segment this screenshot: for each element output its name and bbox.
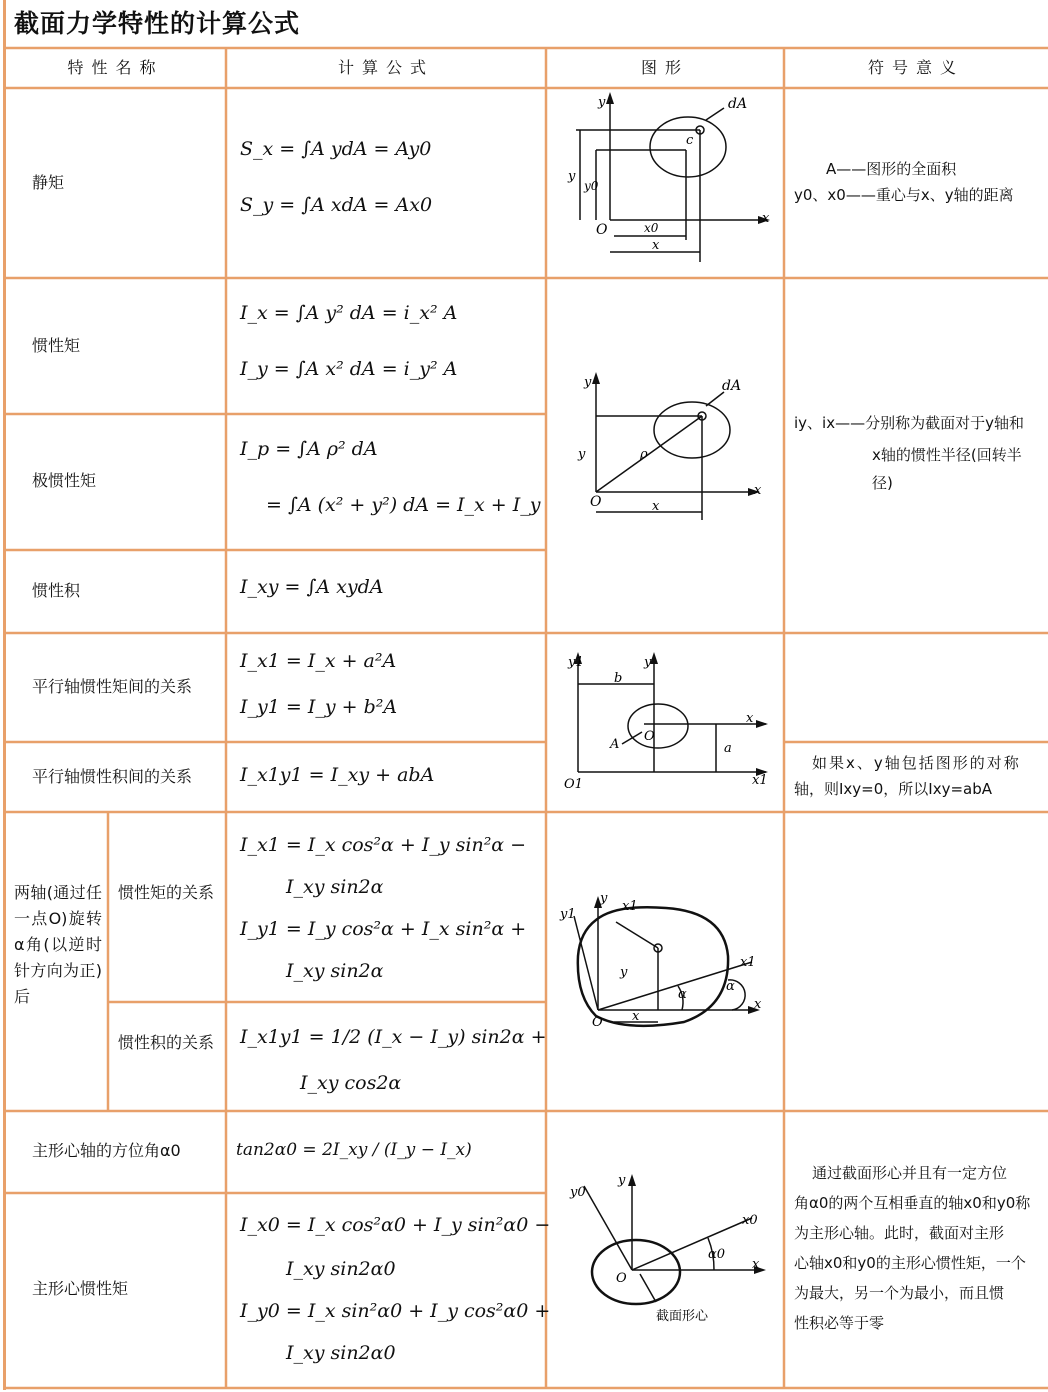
header-name: 特性名称 (67, 58, 164, 77)
meaning-symmetry-2: 轴，则Ixy=0，所以Ixy=abA (794, 780, 993, 798)
fig5-label-centroid: 截面形心 (656, 1309, 709, 1324)
fig2-label-y: y (578, 447, 586, 462)
fig1-label-dA: dA (728, 96, 748, 112)
name-rotation-inertia: 惯性矩的关系 (118, 883, 215, 902)
figure-inertia (556, 372, 776, 532)
fig1-label-y-axis: y (598, 95, 606, 110)
formula-principal-angle: tan2α0 = 2I_xy / (I_y − I_x) (236, 1140, 472, 1160)
figure-static-moment (556, 92, 776, 272)
meaning-principal-4: 心轴x0和y0的主形心惯性矩，一个 (794, 1254, 1026, 1272)
fig3-label-b: b (614, 671, 623, 686)
formula-parallel-x1: I_x1 = I_x + a²A (240, 650, 397, 672)
formula-principal-3: I_y0 = I_x sin²α0 + I_y cos²α0 + (240, 1300, 551, 1322)
figure-parallel (556, 650, 776, 800)
meaning-principal-3: 为主形心轴。此时，截面对主形 (794, 1224, 1005, 1242)
fig5-label-O: O (616, 1271, 627, 1286)
fig5-label-x: x (752, 1257, 760, 1272)
fig4-label-alpha-2: α (726, 979, 735, 994)
fig3-label-A: A (610, 737, 620, 752)
formula-principal-4: I_xy sin2α0 (286, 1342, 396, 1364)
page-title: 截面力学特性的计算公式 (14, 9, 301, 38)
figure-principal (556, 1162, 776, 1332)
fig4-label-O: O (592, 1015, 603, 1030)
fig2-label-x-axis: x (754, 483, 762, 498)
formula-rot-1: I_x1 = I_x cos²α + I_y sin²α − (240, 834, 527, 856)
formula-rot-5: I_x1y1 = 1/2 (I_x − I_y) sin2α + (240, 1026, 547, 1048)
formula-principal-2: I_xy sin2α0 (286, 1258, 396, 1280)
fig5-label-x0: x0 (742, 1213, 758, 1228)
fig2-label-O: O (590, 494, 602, 510)
fig1-label-x-axis: x (762, 211, 770, 226)
name-parallel-inertia: 平行轴惯性矩间的关系 (32, 677, 193, 696)
figure-rotation (556, 886, 776, 1036)
name-product-of-inertia: 惯性积 (32, 581, 81, 600)
formula-static-x: S_x = ∫A ydA = Ay0 (240, 138, 432, 160)
fig2-label-rho: ρ (640, 447, 648, 462)
fig5-label-y0: y0 (570, 1185, 586, 1200)
fig4-label-x1: x1 (740, 955, 756, 970)
meaning-area: A——图形的全面积 (826, 160, 957, 178)
fig4-label-alpha: α (678, 987, 687, 1002)
formula-inertia-x: I_x = ∫A y² dA = i_x² A (240, 302, 458, 324)
formula-polar-2: = ∫A (x² + y²) dA = I_x + I_y (266, 494, 541, 516)
name-rotation: 两轴(通过任一点O)旋转α角(以逆时针方向为正)后 (14, 883, 102, 1006)
formula-parallel-product: I_x1y1 = I_xy + abA (240, 764, 435, 786)
name-principal-angle: 主形心轴的方位角α0 (32, 1141, 181, 1160)
meaning-principal-2: 角α0的两个互相垂直的轴x0和y0称 (794, 1194, 1031, 1212)
formula-inertia-y: I_y = ∫A x² dA = i_y² A (240, 358, 458, 380)
fig5-label-alpha0: α0 (708, 1247, 726, 1262)
fig4-label-x: x (754, 997, 762, 1012)
formula-static-y: S_y = ∫A xdA = Ax0 (240, 194, 433, 216)
formula-polar-1: I_p = ∫A ρ² dA (240, 438, 378, 460)
fig2-label-y-axis: y (584, 375, 592, 390)
meaning-distance: y0、x0——重心与x、y轴的距离 (794, 186, 1014, 204)
fig3-label-x1: x1 (752, 773, 768, 788)
formula-rot-4: I_xy sin2α (286, 960, 384, 982)
formula-rot-6: I_xy cos2α (300, 1072, 402, 1094)
fig3-label-O1: O1 (564, 777, 583, 792)
name-polar-moment: 极惯性矩 (32, 471, 97, 490)
fig3-label-y1: y1 (568, 655, 584, 670)
fig3-label-x: x (746, 711, 754, 726)
name-parallel-product: 平行轴惯性积间的关系 (32, 767, 193, 786)
fig3-label-y: y (644, 655, 652, 670)
fig3-label-O: O (644, 729, 655, 744)
fig5-label-y: y (618, 1173, 626, 1188)
name-static-moment: 静矩 (32, 173, 65, 192)
header-figure: 图形 (640, 58, 689, 77)
meaning-radius-3: 径) (872, 474, 893, 492)
fig1-label-c: c (686, 133, 694, 148)
formula-rot-3: I_y1 = I_y cos²α + I_x sin²α + (240, 918, 527, 940)
meaning-radius-1: iy、ix——分别称为截面对于y轴和 (794, 414, 1024, 432)
fig4-label-x1-top: x1 (622, 899, 638, 914)
meaning-principal-1: 通过截面形心并且有一定方位 (812, 1164, 1008, 1182)
meaning-principal-6: 性积必等于零 (794, 1314, 885, 1332)
name-principal-moment: 主形心惯性矩 (32, 1279, 129, 1298)
formula-rot-2: I_xy sin2α (286, 876, 384, 898)
fig1-label-y0: y0 (584, 179, 599, 193)
fig1-label-x: x (652, 238, 660, 253)
fig1-label-O: O (596, 222, 608, 238)
header-formula: 计算公式 (337, 58, 434, 77)
fig1-label-x0: x0 (644, 221, 659, 235)
fig1-label-y: y (568, 169, 576, 184)
formula-principal-1: I_x0 = I_x cos²α0 + I_y sin²α0 − (240, 1214, 551, 1236)
formula-parallel-y1: I_y1 = I_y + b²A (240, 696, 398, 718)
fig4-label-y1: y1 (560, 907, 576, 922)
fig4-label-y: y (600, 891, 608, 906)
fig4-label-x-dim: x (632, 1009, 640, 1024)
name-rotation-product: 惯性积的关系 (118, 1033, 215, 1052)
fig3-label-a: a (724, 741, 732, 756)
header-meaning: 符号意义 (867, 58, 964, 77)
fig2-label-dA: dA (722, 378, 742, 394)
name-moment-of-inertia: 惯性矩 (32, 336, 81, 355)
fig2-label-x: x (652, 499, 660, 514)
meaning-principal-5: 为最大，另一个为最小，而且惯 (794, 1284, 1005, 1302)
fig4-label-y-dim: y (620, 965, 628, 980)
meaning-symmetry-1: 如果x、y轴包括图形的对称 (812, 754, 1021, 772)
formula-product: I_xy = ∫A xydA (240, 576, 384, 598)
meaning-radius-2: x轴的惯性半径(回转半 (872, 446, 1022, 464)
